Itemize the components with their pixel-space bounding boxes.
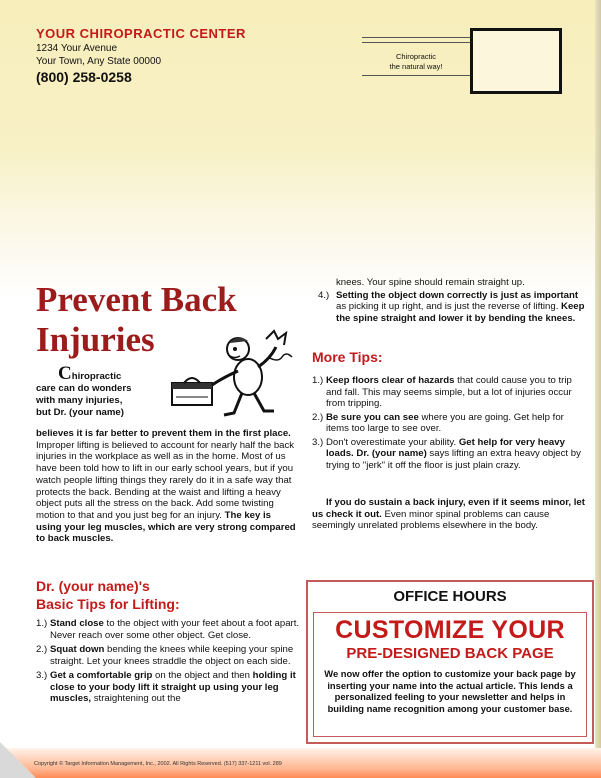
continuation-text: knees. Your spine should remain straight up.: [336, 277, 525, 288]
list-number: 1.): [36, 618, 48, 629]
slogan-line-2: the natural way!: [389, 62, 443, 71]
tip-text: as picking it up right, and is just the reverse of lifting.: [336, 301, 562, 312]
list-item: [312, 412, 587, 435]
tip-bold: Get help for very heavy loads. Dr. (your name): [326, 436, 565, 459]
tip-text: to the object with your feet about a foot apart. Never reach over some other object. Get close.: [50, 618, 300, 641]
stamp-box: [470, 28, 562, 94]
return-address: [36, 26, 246, 85]
basic-tips-heading-line-1: Dr. (your name)'s: [36, 578, 150, 594]
tip-bold: Get a comfortable grip: [50, 670, 153, 681]
article-lead: [36, 363, 298, 419]
city-line: Your Town, Any State 00000: [36, 56, 162, 67]
tip-text-pre: Don't overestimate your ability.: [326, 436, 459, 448]
lead-line: with many injuries,: [36, 395, 123, 406]
article-body: [36, 428, 298, 545]
body-bold-conclusion: The key is using your leg muscles, which are very strong compared to back muscles.: [36, 509, 296, 545]
lead-first-word: hiropractic: [71, 371, 122, 382]
slogan-line-1: Chiropractic: [395, 52, 436, 61]
postmark-rule: [362, 42, 470, 43]
phone-number: (800) 258-0258: [36, 69, 132, 85]
tip-text: where you are going. Get help for items too large to see over.: [326, 411, 564, 434]
list-item: [36, 644, 301, 667]
tip-bold-2: Keep the spine straight and lower it by bending the knees.: [336, 301, 585, 324]
copyright-text: Copyright © Target Information Management, Inc., 2002. All Rights Reserved. (517) 337-1211 vol. 289: [34, 761, 282, 767]
closing-paragraph: [312, 497, 587, 532]
tip-bold: Be sure you can see: [326, 411, 419, 423]
list-item: [314, 290, 586, 325]
basic-tips-heading: [36, 577, 180, 613]
list-number: 1.): [312, 375, 324, 386]
title-line-1: Prevent Back: [36, 280, 237, 319]
lead-line: but Dr. (your name): [36, 407, 124, 418]
office-hours-title: OFFICE HOURS: [393, 588, 507, 605]
title-line-2: Injuries: [36, 320, 155, 359]
more-tips-heading: More Tips:: [312, 349, 383, 365]
tip-bold: Stand close: [50, 618, 104, 629]
customize-headline: CUSTOMIZE YOUR: [335, 616, 565, 644]
page-corner-curl: [0, 742, 36, 778]
office-hours-box: [306, 580, 594, 744]
tip-text: bending the knees while keeping your spine straight. Let your knees straddle the object on each side.: [50, 644, 294, 667]
postmark-rule: [362, 75, 470, 76]
list-number: 3.): [312, 436, 324, 448]
list-number: 2.): [36, 644, 48, 655]
tip-text-2: straightening out the: [91, 693, 181, 704]
right-column-continuation: [314, 277, 586, 324]
tip-bold: Squat down: [50, 644, 105, 655]
page-edge-shadow: [595, 0, 601, 778]
closing-text: Even minor spinal problems can cause seemingly unrelated problems elsewhere in the body.: [312, 508, 550, 531]
list-item: [36, 618, 301, 641]
list-number: 2.): [312, 411, 324, 423]
closing-bold: If you do sustain a back injury, even if it seems minor, let us check it out.: [312, 497, 585, 520]
tip-text: says lifting an extra heavy object by trying to "jerk" it off the floor is just plain crazy.: [326, 448, 581, 471]
tip-bold-2: holding it close to your body lift it straight up using your leg muscles,: [50, 670, 296, 704]
tip-text: on the object and then: [152, 670, 253, 681]
tip-bold: Keep floors clear of hazards: [326, 375, 455, 386]
body-bold-intro: believes it is far better to prevent them in the first place.: [36, 428, 291, 439]
more-tips-list: [312, 375, 587, 473]
customize-subheadline: PRE-DESIGNED BACK PAGE: [346, 645, 554, 662]
tip-bold: Setting the object down correctly is just as important: [336, 289, 579, 301]
street-address: 1234 Your Avenue: [36, 43, 118, 54]
basic-tips-heading-line-2: Basic Tips for Lifting:: [36, 596, 180, 612]
postmark-slogan: [362, 52, 470, 76]
body-text: Improper lifting is believed to account for nearly half the back injuries in the workplace as well as in the home. Most of us have been told how to lift in our early school years, but if you watch people lifting things they rarely do it in a safe way that protects the back. Bending at the waist and lifting a heavy object puts all the stress on the back. Add some twisting motion to that and you just beg for an injury.: [36, 439, 295, 521]
postmark-lines: [362, 37, 470, 47]
list-item: [36, 670, 301, 705]
tip-text: that could cause you to trip and fall. This may seems simple, but a lot of injuries occur from tripping.: [326, 375, 572, 409]
list-item: [312, 437, 587, 472]
lead-line: care can do wonders: [36, 383, 132, 394]
postmark-rule: [362, 37, 470, 38]
drop-cap: C: [58, 363, 72, 384]
list-number: 4.): [318, 289, 330, 301]
customize-body: We now offer the option to customize your back page by inserting your name into the actual article. This lends a personalized feeling to your newsletter and helps in building name recognition among your customer base.: [324, 668, 576, 714]
basic-tips-list: [36, 618, 301, 708]
list-item: [312, 375, 587, 410]
business-name: YOUR CHIROPRACTIC CENTER: [36, 26, 246, 41]
list-number: 3.): [36, 670, 48, 681]
